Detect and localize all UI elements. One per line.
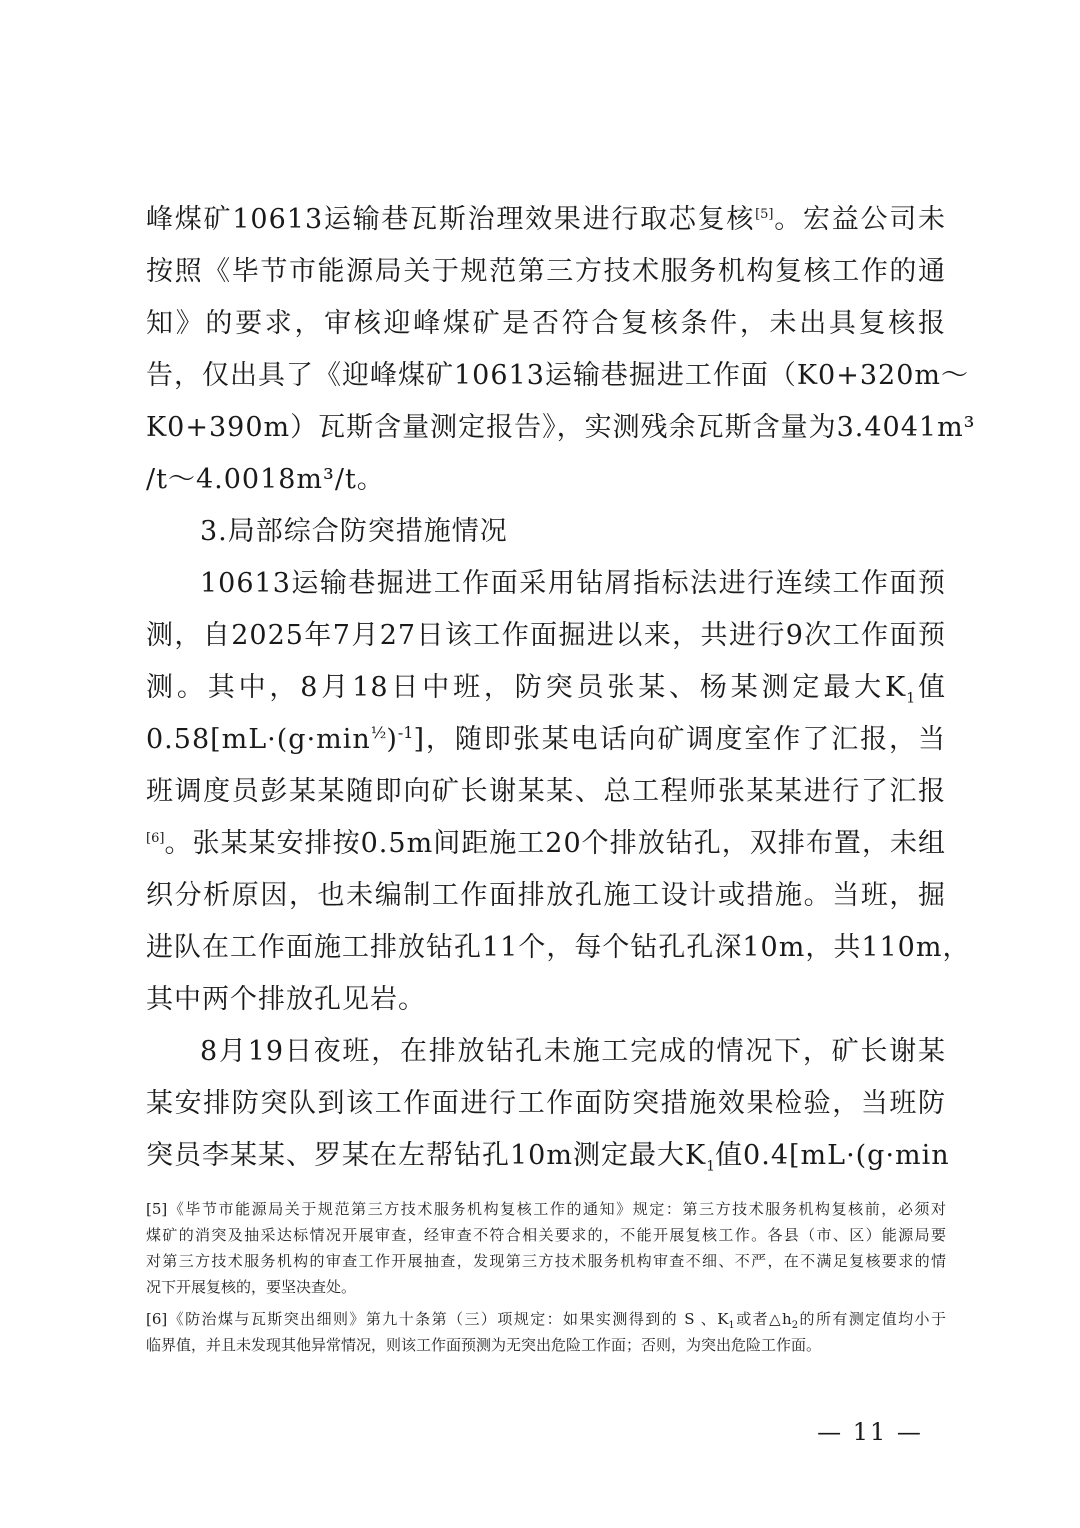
footnote-6-line: [6]《防治煤与瓦斯突出细则》第九十条第（三）项规定：如果实测得到的 S 、$K_1$或者$\triangle h_2$的所有测定值均小于 bbox=[146, 1310, 946, 1331]
footnote-ref-5[interactable]: [5] bbox=[755, 207, 774, 222]
body-line: K0+390m）瓦斯含量测定报告》，实测残余瓦斯含量为3.4041m³ bbox=[146, 412, 976, 443]
footnote-ref-6[interactable]: [6] bbox=[146, 831, 165, 846]
body-line: 按照《毕节市能源局关于规范第三方技术服务机构复核工作的通 bbox=[146, 256, 946, 287]
body-line: 织分析原因，也未编制工作面排放孔施工设计或措施。当班，掘 bbox=[146, 880, 946, 911]
body-line: 某安排防突队到该工作面进行工作面防突措施效果检验，当班防 bbox=[146, 1088, 946, 1119]
body-line: [6]。张某某安排按0.5m间距施工20个排放钻孔，双排布置，未组 bbox=[146, 828, 946, 859]
section-heading: 3.局部综合防突措施情况 bbox=[200, 516, 508, 547]
body-line: 峰煤矿10613运输巷瓦斯治理效果进行取芯复核[5]。宏益公司未 bbox=[146, 204, 947, 235]
body-line: 10613运输巷掘进工作面采用钻屑指标法进行连续工作面预 bbox=[200, 568, 946, 599]
body-line: 告，仅出具了《迎峰煤矿10613运输巷掘进工作面（K0+320m～ bbox=[146, 360, 969, 391]
body-line: 班调度员彭某某随即向矿长谢某某、总工程师张某某进行了汇报 bbox=[146, 776, 946, 807]
footnote-5-line: 况下开展复核的，要坚决查处。 bbox=[146, 1278, 357, 1296]
body-line: 进队在工作面施工排放钻孔11个，每个钻孔孔深10m，共110m， bbox=[146, 932, 971, 963]
footnote-6-line: 临界值，并且未发现其他异常情况，则该工作面预测为无突出危险工作面；否则，为突出危险工作面。 bbox=[146, 1336, 822, 1354]
body-line: 测，自2025年7月27日该工作面掘进以来，共进行9次工作面预 bbox=[146, 620, 946, 651]
body-line: /t～4.0018m³/t。 bbox=[146, 464, 385, 495]
footnote-5-line: 对第三方技术服务机构的审查工作开展抽查，发现第三方技术服务机构审查不细、不严，在不满足复核要求的情 bbox=[146, 1252, 946, 1270]
footnote-5-line: 煤矿的消突及抽采达标情况开展审查，经审查不符合相关要求的，不能开展复核工作。各县（市、区）能源局要 bbox=[146, 1226, 946, 1244]
body-line: 测。其中，8月18日中班，防突员张某、杨某测定最大$K_1$值 bbox=[146, 672, 946, 707]
body-line: 其中两个排放孔见岩。 bbox=[146, 984, 426, 1015]
page-number: — 11 — bbox=[817, 1418, 923, 1446]
footnote-5-line: [5]《毕节市能源局关于规范第三方技术服务机构复核工作的通知》规定：第三方技术服务机构复核前，必须对 bbox=[146, 1200, 946, 1218]
body-line: 知》的要求，审核迎峰煤矿是否符合复核条件，未出具复核报 bbox=[146, 308, 946, 339]
body-line: 突员李某某、罗某在左帮钻孔10m测定最大$K_1$值0.4[mL·(g·min bbox=[146, 1140, 950, 1175]
body-line: 8月19日夜班，在排放钻孔未施工完成的情况下，矿长谢某 bbox=[200, 1036, 946, 1067]
body-line: $0.58[mL\cdot(g\cdot\min^{\frac{1}{2}})^{-1}]$，随即张某电话向矿调度室作了汇报，当 bbox=[146, 723, 946, 755]
